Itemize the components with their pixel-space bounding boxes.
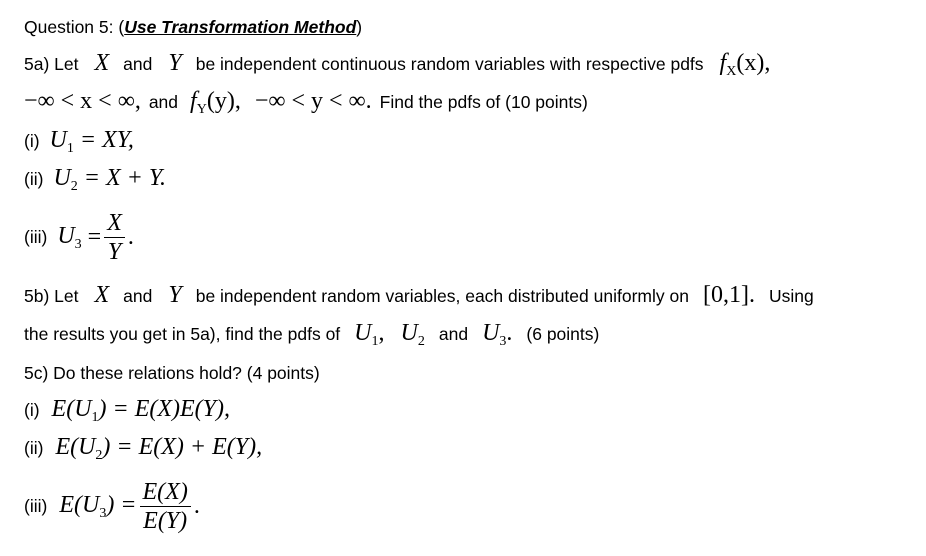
fraction-denominator: E(Y) — [143, 508, 188, 534]
part-a-line-1 — [24, 50, 770, 80]
and-word: and — [123, 54, 153, 74]
range-x: −∞ < x < ∞, — [24, 88, 141, 114]
part-c-item-3 — [24, 478, 200, 535]
item-label: (iii) — [24, 496, 48, 516]
part-a-item-3 — [24, 209, 134, 266]
item-label: (i) — [24, 400, 40, 420]
part-a-line-2 — [24, 88, 588, 118]
fraction-numerator: X — [104, 209, 125, 238]
item-label: (i) — [24, 131, 40, 151]
item-label: (iii) — [24, 227, 48, 247]
part-b-line-2 — [24, 320, 599, 350]
pdf-fx: $f_X(x)$, — [719, 50, 771, 79]
part-c-heading — [24, 363, 320, 384]
part-b-label: 5b) Let — [24, 286, 79, 306]
period: . — [127, 224, 134, 250]
pdf-fy: $f_Y(y)$, — [190, 88, 241, 117]
var-y: Y — [168, 50, 182, 76]
expectation-ratio-lhs: $E(U_3)$ = — [59, 491, 137, 521]
item-label: (ii) — [24, 438, 44, 458]
and-word: and — [123, 286, 153, 306]
part-b-text: be independent random variables, each distributed uniformly on — [195, 286, 689, 306]
and-word: and — [438, 324, 469, 344]
interval: [0,1]. — [702, 282, 755, 308]
var-y: Y — [168, 282, 182, 308]
item-label: (ii) — [24, 169, 44, 189]
expectation-product: $E(U_1) = E(X)E(Y)$, — [51, 396, 231, 425]
period: . — [193, 493, 200, 519]
question-title — [24, 17, 362, 38]
using-word: Using — [768, 286, 814, 306]
equals-sign: = — [87, 224, 102, 250]
and-word: and — [148, 92, 179, 112]
part-a-text: be independent continuous random variables with respective pdfs — [195, 54, 704, 74]
part-b-line2-text: the results you get in 5a), find the pdfs of — [24, 324, 341, 344]
var-x: X — [94, 50, 110, 76]
u1-symbol: $U_1$, — [354, 320, 385, 349]
part-c-label: 5c) Do these relations hold? (4 points) — [24, 363, 320, 383]
title-prefix: Question 5: ( — [24, 17, 125, 37]
u2-expression: $U_2 = X + Y$. — [53, 165, 166, 194]
part-c-item-1 — [24, 396, 230, 426]
u3-symbol: $U_3$. — [482, 320, 513, 349]
part-a-item-2 — [24, 165, 166, 195]
var-x: X — [94, 282, 110, 308]
x-over-y-fraction — [104, 209, 125, 266]
fraction-denominator: Y — [107, 239, 122, 265]
u1-expression: $U_1$ = XY, — [49, 127, 134, 156]
part-a-item-1 — [24, 127, 134, 157]
expectation-sum: $E(U_2) = E(X) + E(Y)$, — [55, 434, 263, 463]
fraction-numerator: E(X) — [140, 478, 191, 507]
part-c-item-2 — [24, 434, 262, 464]
u3-symbol: $U_3$ — [57, 222, 82, 252]
title-suffix: ) — [356, 17, 363, 37]
method-label: Use Transformation Method — [124, 17, 357, 37]
points-label: (6 points) — [526, 324, 600, 344]
find-text: Find the pdfs of (10 points) — [379, 92, 588, 112]
u2-symbol: $U_2$ — [400, 320, 425, 349]
part-b-line-1 — [24, 282, 814, 309]
expectation-ratio-fraction — [140, 478, 191, 535]
part-a-label: 5a) Let — [24, 54, 79, 74]
range-y: −∞ < y < ∞. — [254, 88, 372, 114]
